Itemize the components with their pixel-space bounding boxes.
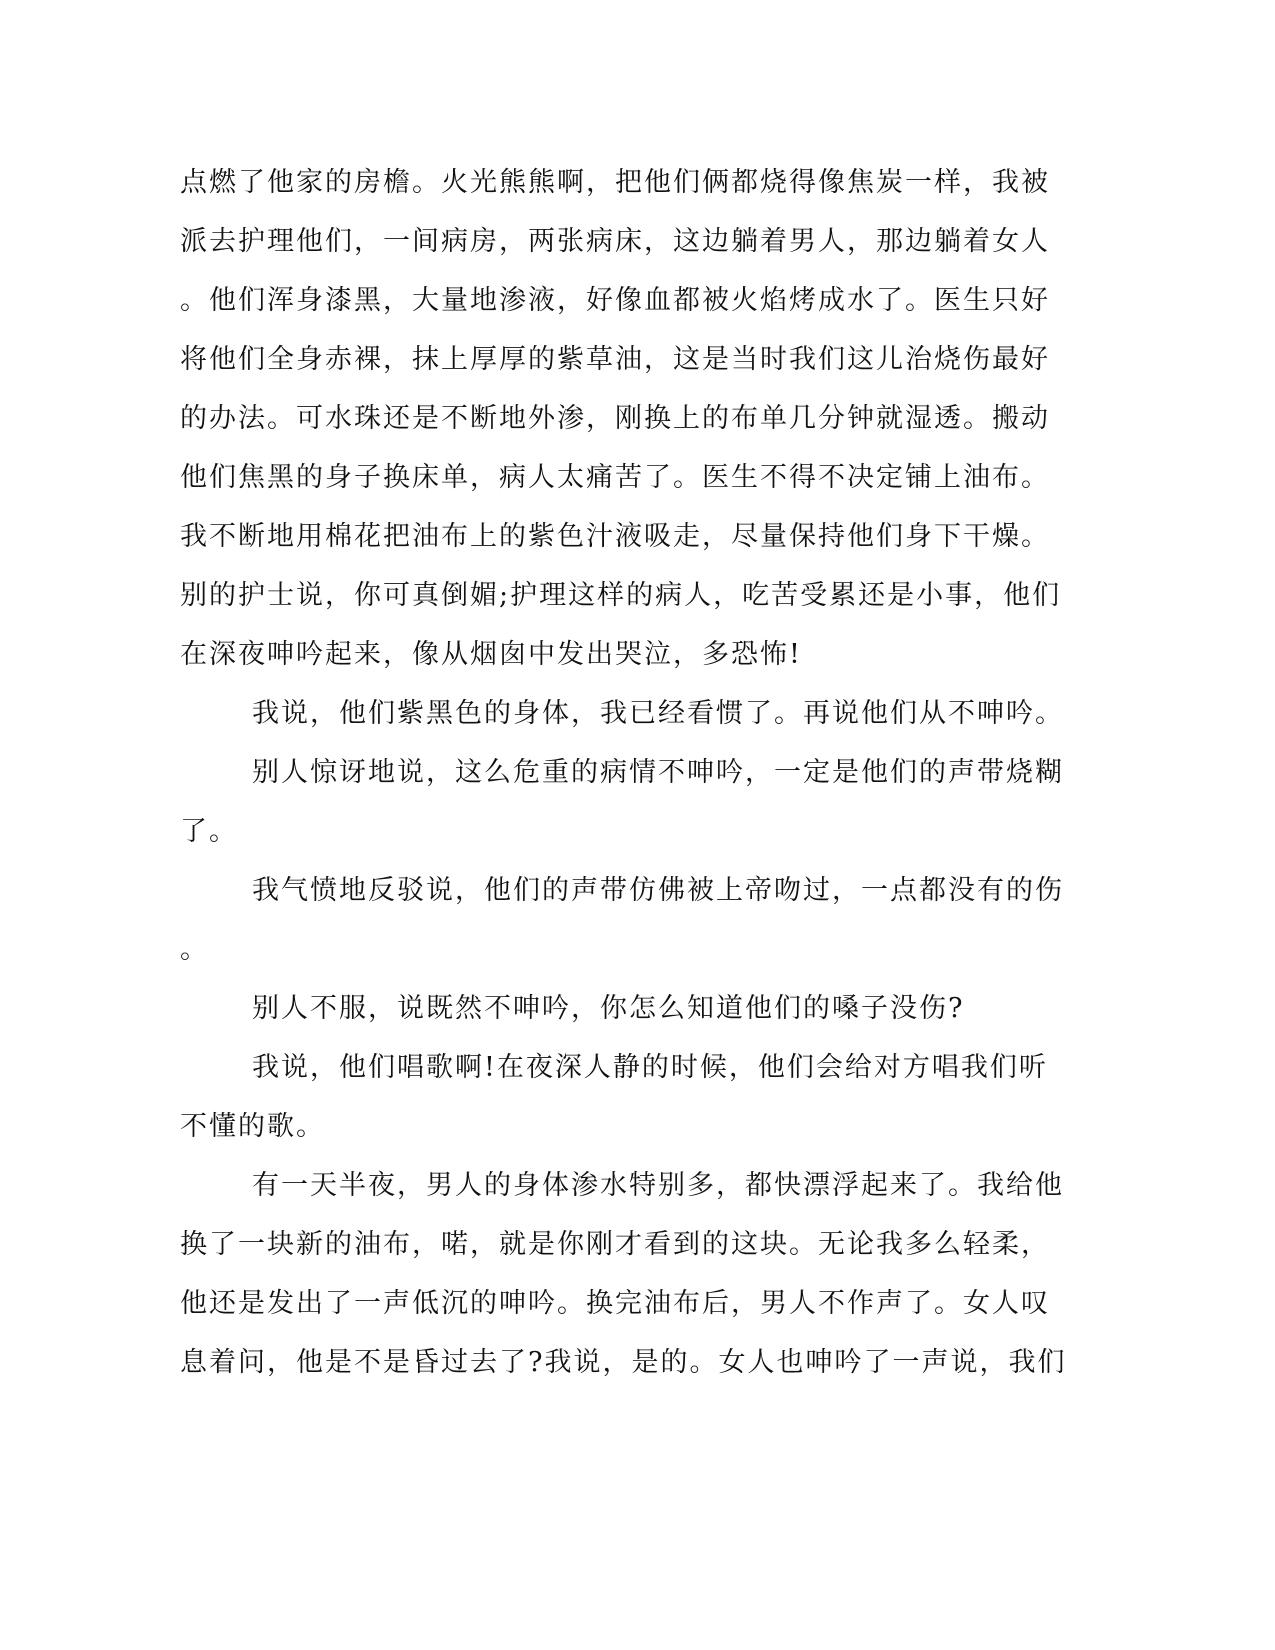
text-line: 换了一块新的油布，喏，就是你刚才看到的这块。无论我多么轻柔， [180,1229,1050,1260]
text-line: 。 [180,934,209,965]
text-line: 别的护士说，你可真倒媚;护理这样的病人，吃苦受累还是小事，他们 [180,580,1062,611]
text-line: 将他们全身赤裸，抹上厚厚的紫草油，这是当时我们这儿治烧伤最好 [180,344,1050,375]
text-line: 的办法。可水珠还是不断地外渗，刚换上的布单几分钟就湿透。搬动 [180,403,1050,434]
text-line: 派去护理他们，一间病房，两张病床，这边躺着男人，那边躺着女人 [180,226,1050,257]
text-line: 点燃了他家的房檐。火光熊熊啊，把他们俩都烧得像焦炭一样，我被 [180,167,1050,198]
text-line: 别人不服，说既然不呻吟，你怎么知道他们的嗓子没伤? [252,993,965,1024]
text-line: 他们焦黑的身子换床单，病人太痛苦了。医生不得不决定铺上油布。 [180,462,1050,493]
text-line: 别人惊讶地说，这么危重的病情不呻吟，一定是他们的声带烧糊 [252,757,1064,788]
text-line: 息着问，他是不是昏过去了?我说，是的。女人也呻吟了一声说，我们 [180,1347,1067,1378]
text-line: 我不断地用棉花把油布上的紫色汁液吸走，尽量保持他们身下干燥。 [180,521,1050,552]
text-line: 了。 [180,816,238,847]
text-line: 我说，他们紫黑色的身体，我已经看惯了。再说他们从不呻吟。 [252,698,1064,729]
text-line: 我说，他们唱歌啊!在夜深人静的时候，他们会给对方唱我们听 [252,1052,1048,1083]
text-line: 我气愤地反驳说，他们的声带仿佛被上帝吻过，一点都没有的伤 [252,875,1064,906]
text-line: 不懂的歌。 [180,1111,325,1142]
text-line: 他还是发出了一声低沉的呻吟。换完油布后，男人不作声了。女人叹 [180,1288,1050,1319]
text-line: 有一天半夜，男人的身体渗水特别多，都快漂浮起来了。我给他 [252,1170,1064,1201]
text-line: 。他们浑身漆黑，大量地渗液，好像血都被火焰烤成水了。医生只好 [180,285,1050,316]
body-text [180,153,1067,1392]
text-line: 在深夜呻吟起来，像从烟囱中发出哭泣，多恐怖! [180,639,802,670]
